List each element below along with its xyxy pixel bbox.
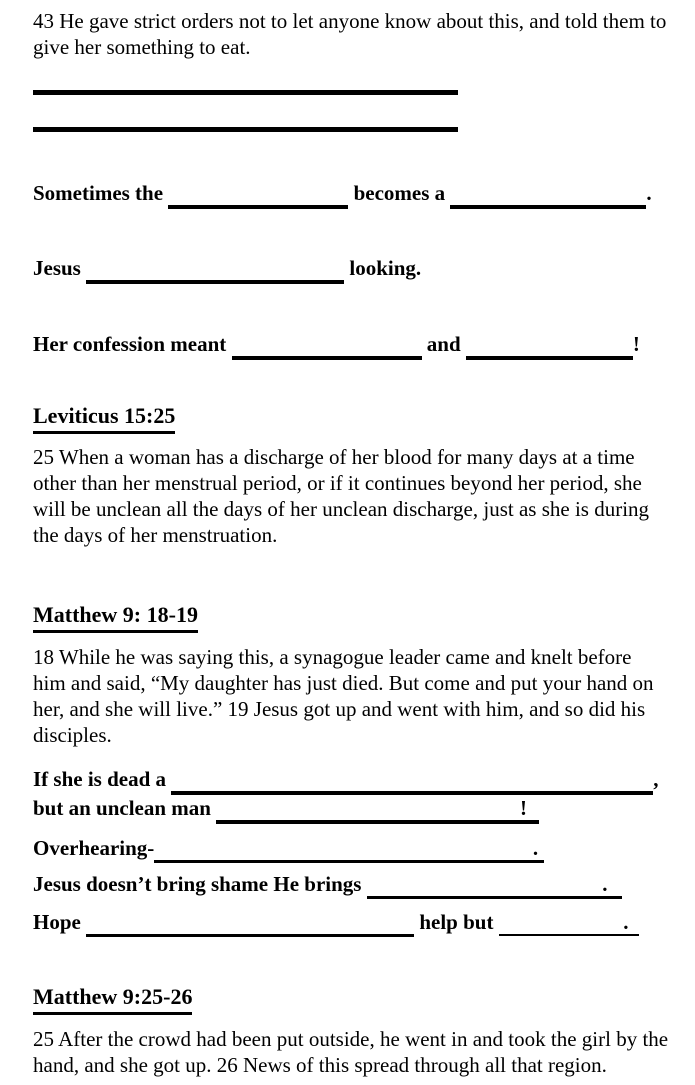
note-line (33, 795, 670, 824)
punctuation: ! (632, 332, 640, 356)
note-text: Jesus (33, 256, 81, 280)
fill-blank (499, 910, 639, 936)
note-line (33, 766, 670, 795)
note-text: becomes a (353, 181, 446, 205)
note-if-she-is-dead (33, 766, 670, 824)
note-confession (33, 329, 670, 360)
note-text: Jesus doesn’t bring shame He brings (33, 872, 362, 896)
section-heading-matthew-18-19 (33, 601, 670, 633)
punctuation: ! (519, 796, 527, 820)
section-heading-leviticus (33, 402, 670, 434)
fill-blank (154, 836, 544, 863)
matthew-25-26-paragraph: 25 After the crowd had been put outside, he went in and took the girl by the hand, and she got up. 26 News of this spread through all that region. (33, 1027, 669, 1077)
fill-blank (466, 332, 633, 360)
note-text: Sometimes the (33, 181, 164, 205)
heading-text: Matthew 9: 18-19 (33, 601, 198, 633)
heading-text: Leviticus 15:25 (33, 402, 175, 434)
note-text: but an unclean man (33, 796, 211, 820)
fill-blank (367, 872, 622, 899)
fill-blank (168, 181, 348, 209)
matthew-18-19-paragraph: 18 While he was saying this, a synagogue leader came and knelt before him and said, “My daughter has just died. But come and put your hand on her, and she will live.” 19 Jesus got up and went with him, and so did his disciples. (33, 645, 654, 747)
note-text: and (426, 332, 461, 356)
note-text: If she is dead a (33, 767, 167, 791)
heading-text: Matthew 9:25-26 (33, 983, 192, 1015)
note-jesus-looking (33, 253, 670, 284)
note-overhearing (33, 833, 670, 863)
fill-blank (86, 910, 414, 937)
note-text: looking. (349, 256, 422, 280)
note-text: help but (419, 910, 494, 934)
note-sometimes (33, 178, 670, 209)
mark-5-43-paragraph: 43 He gave strict orders not to let anyone know about this, and told them to give her something to eat. (33, 9, 667, 59)
answer-line (33, 90, 458, 95)
fill-blank (216, 796, 539, 824)
note-text: Hope (33, 910, 81, 934)
leviticus-paragraph: 25 When a woman has a discharge of her blood for many days at a time other than her menstrual period, or if it continues beyond her period, she will be unclean all the days of her unclean discharge, just as she is during the days of her menstruation. (33, 445, 650, 547)
punctuation: . (646, 181, 652, 205)
note-text: Overhearing- (33, 836, 155, 860)
note-text: Her confession meant (33, 332, 227, 356)
fill-blank (450, 181, 646, 209)
note-hope (33, 907, 670, 937)
fill-blank (232, 332, 422, 360)
section-heading-matthew-25-26 (33, 983, 670, 1015)
punctuation: . (623, 910, 629, 934)
answer-line (33, 127, 458, 132)
punctuation: . (532, 836, 539, 860)
fill-blank (171, 767, 653, 795)
fill-blank (86, 256, 344, 284)
punctuation: . (602, 872, 608, 896)
note-shame (33, 869, 670, 899)
punctuation: , (653, 767, 659, 791)
